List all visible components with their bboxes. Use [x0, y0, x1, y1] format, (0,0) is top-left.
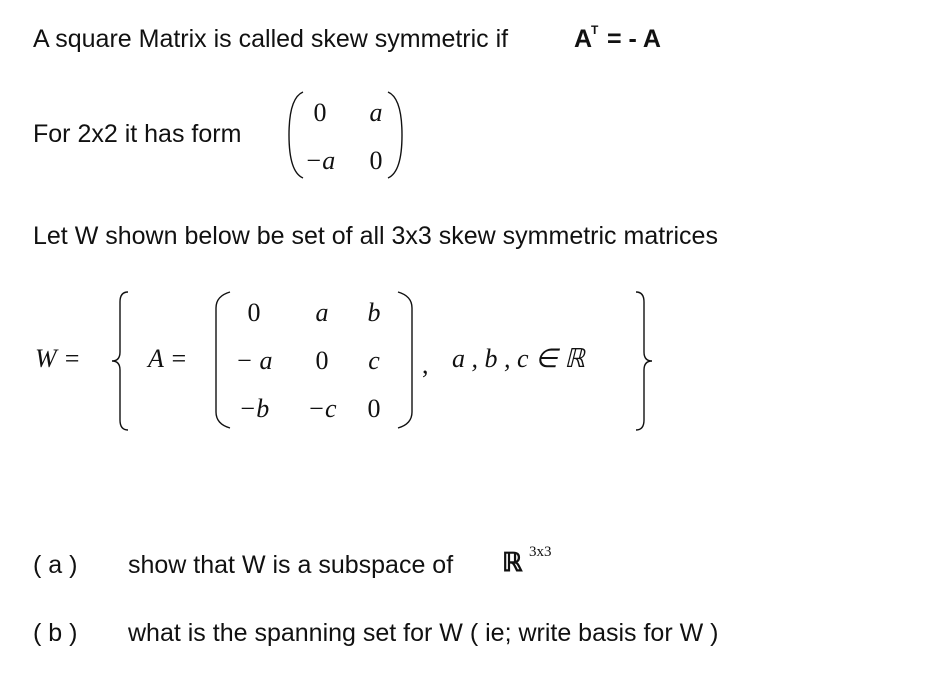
matrix3-cell-22: 0	[367, 394, 381, 423]
left-set-brace	[110, 290, 132, 432]
real-condition: a , b , c ∈ ℝ	[452, 344, 585, 373]
matrix3-cell-20: −b	[238, 394, 270, 423]
matrix3-cell-12: c	[368, 346, 380, 375]
matrix2-cell-10: −a	[304, 146, 336, 175]
question-a-label: ( a )	[33, 551, 78, 579]
right-paren-3x3	[396, 290, 420, 430]
set-description-text: Let W shown below be set of all 3x3 skew symmetric matrices	[33, 222, 718, 250]
definition-text: A square Matrix is called skew symmetric if	[33, 25, 509, 53]
transpose-superscript: T	[591, 23, 599, 37]
right-paren-2x2	[386, 90, 406, 180]
w-label: W =	[35, 344, 81, 373]
equation-rest: = - A	[600, 25, 661, 53]
real-space-symbol: ℝ	[502, 548, 523, 577]
dimension-superscript: 3x3	[529, 544, 552, 560]
matrix3-cell-11: 0	[315, 346, 329, 375]
matrix3-cell-01: a	[315, 298, 329, 327]
matrix3-cell-10: − a	[235, 346, 273, 375]
matrix2-cell-01: a	[369, 98, 383, 127]
matrix3-cell-00: 0	[247, 298, 261, 327]
set-comma: ,	[422, 350, 429, 379]
matrix3-cell-21: −c	[307, 394, 337, 423]
equation-a: A	[574, 25, 593, 53]
matrix2-cell-00: 0	[313, 98, 327, 127]
matrix2-cell-11: 0	[369, 146, 383, 175]
question-b-label: ( b )	[33, 619, 78, 647]
right-set-brace	[632, 290, 654, 432]
matrix3-cell-02: b	[367, 298, 381, 327]
question-b-text: what is the spanning set for W ( ie; write basis for W )	[128, 619, 719, 647]
a-label: A =	[148, 344, 188, 373]
form-2x2-text: For 2x2 it has form	[33, 120, 242, 148]
question-a-text: show that W is a subspace of	[128, 551, 454, 579]
transpose-equation	[574, 25, 661, 54]
